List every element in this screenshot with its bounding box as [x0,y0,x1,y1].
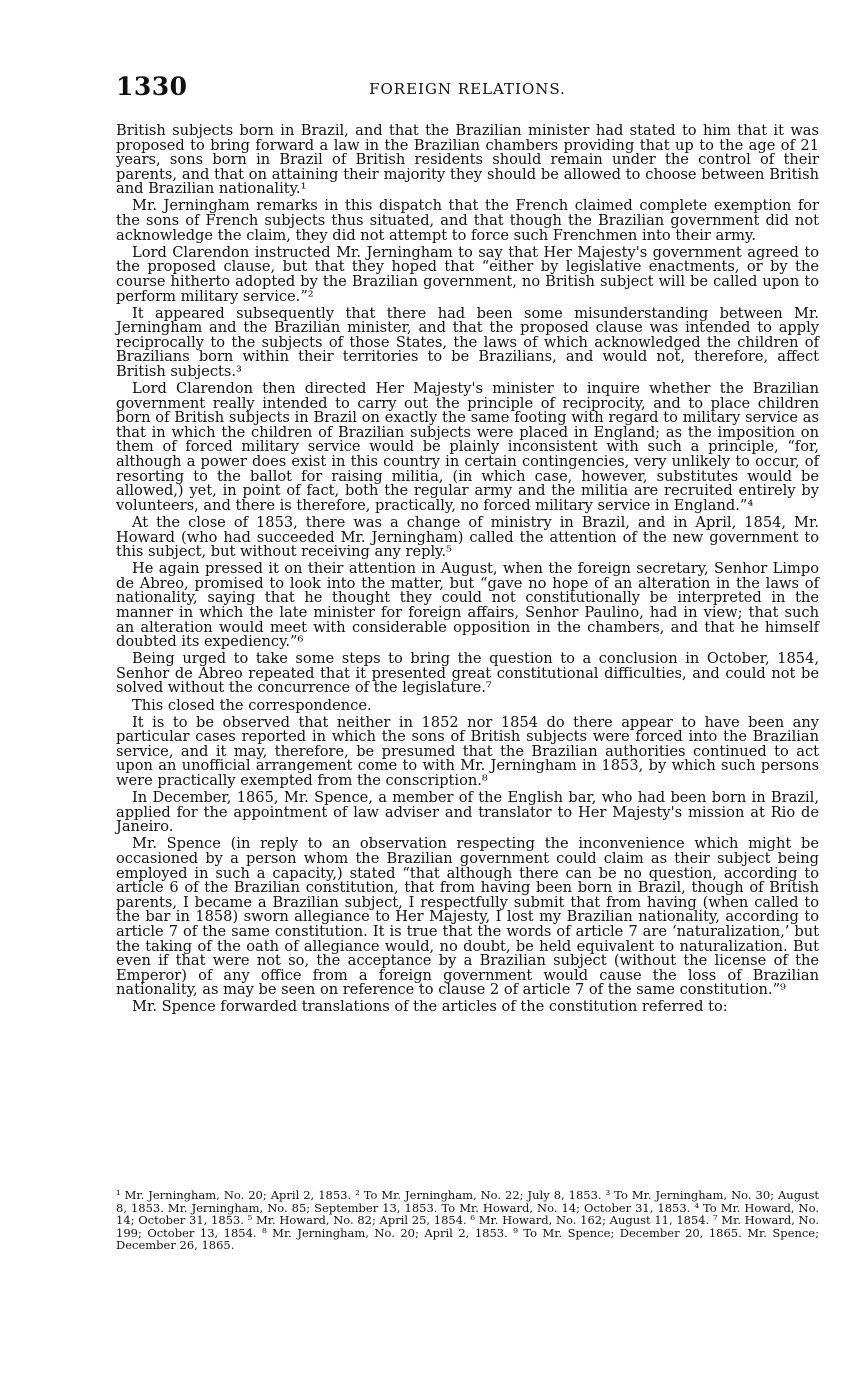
running-head: FOREIGN RELATIONS. [369,80,566,98]
paragraph-6: At the close of 1853, there was a change of ministry in Brazil, and in April, 1854, Mr. Howard (who had succeeded Mr. Jerningham) called the attention of the new government to this subject, but without receiving any reply.⁵ [116,513,819,561]
paragraph-3: Lord Clarendon instructed Mr. Jerningham to say that Her Majesty's government agreed to the proposed clause, but that they hoped that “either by legislative enactments, or by the course hitherto adopted by the Brazilian government, no British subject will be called upon to perform military service.”² [116,243,819,305]
body-text [116,124,819,1018]
page-number: 1330 [116,72,188,101]
paragraph-8: Being urged to take some steps to bring the question to a conclusion in October, 1854, Senhor de Abreo repeated that it presented great constitutional difficulties, and could not be solved without the concurrence of the legislature.⁷ [116,650,819,697]
footnotes: ¹ Mr. Jerningham, No. 20; April 2, 1853. ² To Mr. Jerningham, No. 22; July 8, 1853. ³ To Mr. Jerningham, No. 30; August 8, 1853. Mr. Jerningham, No. 85; September 13, 1853. To Mr. Howard, No. 14; October 31, 1853. ⁴ To Mr. Howard, No. 14; October 31, 1853. ⁵ Mr. Howard, No. 82; April 25, 1854. ⁶ Mr. Howard, No. 162; August 11, 1854. ⁷ Mr. Howard, No. 199; October 13, 1854. ⁸ Mr. Jerningham, No. 20; April 2, 1853. ⁹ To Mr. Spence; December 20, 1865. Mr. Spence; December 26, 1865. [116,1188,819,1253]
paragraph-7: He again pressed it on their attention in August, when the foreign secretary, Senhor Limpo de Abreo, promised to look into the matter, but “gave no hope of an alteration in the laws of nationality, saying that he thought they could not constitutionally be interpreted in the manner in which the late minister for foreign affairs, Senhor Paulino, had in view; that such an alteration would meet with considerable opposition in the chambers, and that he himself doubted its expediency.”⁶ [116,560,819,651]
paragraph-10: It is to be observed that neither in 1852 nor 1854 do there appear to have been any particular cases reported in which the sons of British subjects were forced into the Brazilian service, and it may, therefore, be presumed that the Brazilian authorities continued to act upon an unofficial arrangement come to with Mr. Jerningham in 1853, by which such persons were practically exempted from the conscription.⁸ [116,713,819,790]
paragraph-12: Mr. Spence (in reply to an observation respecting the inconvenience which might be occasioned by a person whom the Brazilian government could claim as their subject being employed in such a capacity,) stated “that although there can be no question, according to article 6 of the Brazilian constitution, that from having been born in Brazil, though of British parents, I became a Brazilian subject, I respectfully submit that from having (when called to the bar in 1858) sworn allegiance to Her Majesty, I lost my Brazilian nationality, according to article 7 of the same constitution. It is true that the words of article 7 are ‘naturalization,’ but the taking of the oath of allegiance would, no doubt, be held equivalent to naturalization. But even if that were not so, the acceptance by a Brazilian subject (without the license of the Emperor) of any office from a foreign government would cause the loss of Brazilian nationality, as may be seen on reference to clause 2 of article 7 of the same constitution.”⁹ [116,835,819,999]
paragraph-9: This closed the correspondence. [132,696,372,714]
paragraph-1: British subjects born in Brazil, and that the Brazilian minister had stated to him that it was proposed to bring forward a law in the Brazilian chambers providing that up to the age of 21 years, sons born in Brazil of British residents should remain under the control of their parents, and that on attaining their majority they should be allowed to choose between British and Brazilian nationality.¹ [116,122,819,198]
paragraph-5: Lord Clarendon then directed Her Majesty's minister to inquire whether the Brazilian government really intended to carry out the principle of reciprocity, and to place children born of British subjects in Brazil on exactly the same footing with regard to military service as that in which the children of Brazilian subjects were placed in England; as the imposition on them of forced military service would be plainly inconsistent with such a principle, “for, although a power does exist in this country in certain contingencies, very unlikely to occur, of resorting to the ballot for raising militia, (in which case, however, substitutes would be allowed,) yet, in point of fact, both the regular army and the militia are recruited entirely by volunteers, and there is therefore, practically, no forced military service in England.”⁴ [116,380,819,514]
paragraph-13: Mr. Spence forwarded translations of the articles of the constitution referred to: [132,998,728,1016]
paragraph-2: Mr. Jerningham remarks in this dispatch that the French claimed complete exemption for the sons of French subjects thus situated, and that though the Brazilian government did not acknowledge the claim, they did not attempt to force such Frenchmen into their army. [116,197,819,244]
page-header [116,72,819,100]
paragraph-11: In December, 1865, Mr. Spence, a member of the English bar, who had been born in Brazil, applied for the appointment of law adviser and translator to Her Majesty's mission at Rio de Janeiro. [116,789,819,836]
paragraph-4: It appeared subsequently that there had been some misunderstanding between Mr. Jerningham and the Brazilian minister, and that the proposed clause was intended to apply reciprocally to the subjects of those States, the laws of which acknowledged the children of Brazilians born within their territories to be Brazilians, and would not, therefore, affect British subjects.³ [116,304,819,380]
